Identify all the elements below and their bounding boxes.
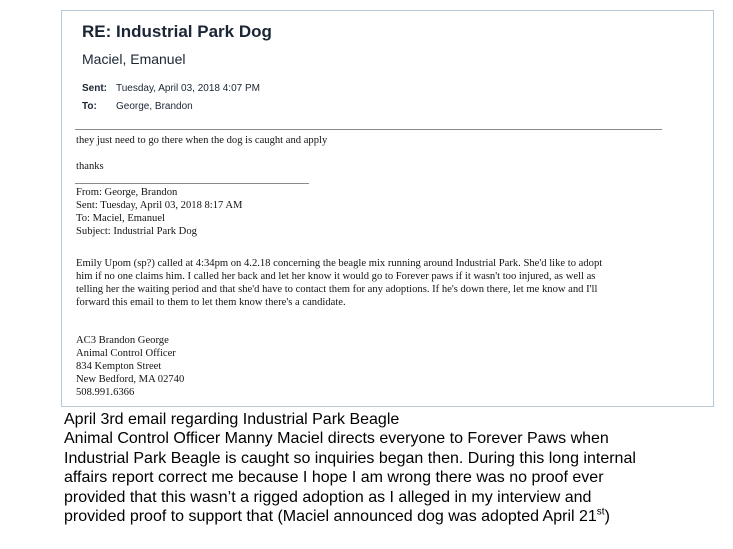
body-line: forward this email to them to let them know there's a candidate. [76,297,346,308]
signature-line: New Bedford, MA 02740 [76,374,185,385]
email-sender: Maciel, Emanuel [82,51,186,67]
email-to-row [82,101,193,112]
signature-line: 834 Kempton Street [76,361,162,372]
reply-signoff: thanks [76,161,104,172]
email-sent-row [82,83,260,94]
email-subject: RE: Industrial Park Dog [82,22,272,41]
forwarded-subject: Subject: Industrial Park Dog [76,226,197,237]
body-line: Emily Upom (sp?) called at 4:34pm on 4.2.18 concerning the beagle mix running around Industrial Park. She'd like to adopt [76,258,603,269]
body-line: him if no one claims him. I called her back and let her know it would go to Forever paws if it wasn't too injured, as well as [76,271,596,282]
forwarded-body [76,257,676,309]
forward-divider [75,183,309,184]
caption [64,410,729,526]
to-label: To: [82,101,97,112]
caption-close-paren: ) [604,508,610,526]
caption-ordinal-suffix: st [596,506,605,518]
sent-label: Sent: [82,83,107,94]
caption-line: Animal Control Officer Manny Maciel directs everyone to Forever Paws when [64,430,609,448]
body-line: telling her the waiting period and that she'd have to contact them for any adoptions. If he's down there, let me know and I'll [76,284,598,295]
caption-line: Industrial Park Beagle is caught so inquiries began then. During this long internal [64,449,636,467]
caption-line: April 3rd email regarding Industrial Park Beagle [64,411,400,428]
reply-divider [75,129,662,130]
forwarded-sent: Sent: Tuesday, April 03, 2018 8:17 AM [76,200,243,211]
caption-last-line [64,507,729,526]
signature-line: AC3 Brandon George [76,335,169,346]
signature-line: 508.991.6366 [76,387,135,398]
forwarded-header [76,186,242,238]
forwarded-to: To: Maciel, Emanuel [76,213,165,224]
signature-block [76,334,184,399]
sent-value: Tuesday, April 03, 2018 4:07 PM [116,83,260,94]
caption-last-text: provided proof to support that (Maciel announced dog was adopted April 21 [64,508,597,526]
signature-line: Animal Control Officer [76,348,176,359]
caption-line: affairs report correct me because I hope I am wrong there was no proof ever [64,469,604,487]
forwarded-from: From: George, Brandon [76,187,178,198]
caption-line: provided that this wasn’t a rigged adoption as I alleged in my interview and [64,488,592,506]
reply-line: they just need to go there when the dog is caught and apply [76,135,328,146]
to-value: George, Brandon [116,101,193,112]
email-screenshot [61,10,714,407]
